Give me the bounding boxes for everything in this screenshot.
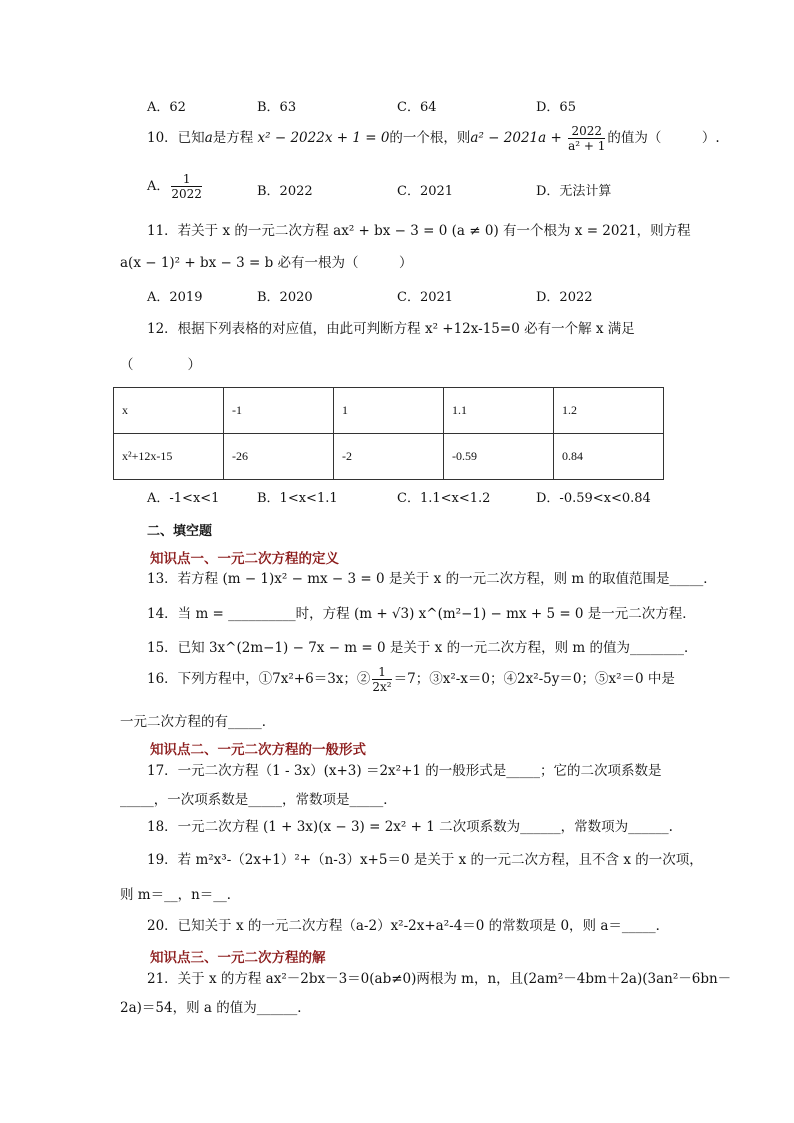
- table-cell: x: [114, 388, 224, 434]
- question-10: 10．已知a是方程 x² − 2022x + 1 = 0的一个根，则a² − 2021a + $\frac{2022}{\text{a² + 1}}$ 的值为（ ）.: [147, 124, 720, 153]
- question-14: 14．当 m = __________时，方程 (m + √3) x^(m²−1) − mx + 5 = 0 是一元二次方程．: [147, 606, 696, 622]
- question-12-line2: （ ）: [120, 357, 201, 373]
- question-20: 20．已知关于 x 的一元二次方程（a-2）x²-2x+a²-4＝0 的常数项是 0，则 a＝_____．: [147, 918, 670, 934]
- table-row: [114, 388, 664, 434]
- q9-option-a: A．62: [147, 100, 186, 115]
- q11-option-a: A．2019: [147, 290, 203, 305]
- question-17-line1: 17．一元二次方程（1 - 3x）(x+3) ＝2x²+1 的一般形式是_____；它的二次项系数是: [147, 763, 662, 779]
- q16-fraction: $\frac{1}{\text{2x²}}$: [372, 665, 392, 694]
- question-13: 13．若方程 (m − 1)x² − mx − 3 = 0 是关于 x 的一元二次方程，则 m 的取值范围是_____．: [147, 571, 717, 587]
- q11-option-d: D．2022: [536, 290, 593, 305]
- question-18: 18．一元二次方程 (1 + 3x)(x − 3) = 2x² + 1 二次项系数为______，常数项为______.: [147, 819, 673, 835]
- q10-option-a-fraction: $\frac{1}{2022}$: [171, 172, 202, 201]
- q10-fraction: $\frac{2022}{\text{a² + 1}}$: [568, 124, 606, 153]
- q12-option-b: B．1<x<1.1: [257, 491, 338, 506]
- section-title-fill-in: 二、填空题: [147, 524, 213, 539]
- q10-option-c: C．2021: [397, 184, 454, 199]
- question-16-line2: 一元二次方程的有_____．: [120, 714, 276, 730]
- q11-option-b: B．2020: [257, 290, 313, 305]
- table-cell: 1.2: [554, 388, 664, 434]
- q10-option-b: B．2022: [257, 184, 313, 199]
- table-cell: 0.84: [554, 434, 664, 480]
- table-cell: -0.59: [444, 434, 554, 480]
- question-11-line2: a(x − 1)² + bx − 3 = b 必有一根为（ ）: [120, 255, 413, 271]
- table-cell: -2: [334, 434, 444, 480]
- question-16-line1: 16．下列方程中，①7x²+6＝3x；② $\frac{1}{\text{2x²}}$ ＝7；③x²-x＝0；④2x²-5y＝0；⑤x²＝0 中是: [147, 665, 675, 694]
- q9-option-d: D．65: [536, 100, 576, 115]
- question-11-line1: 11．若关于 x 的一元二次方程 ax² + bx − 3 = 0 (a ≠ 0) 有一个根为 x = 2021，则方程: [147, 223, 691, 239]
- question-15: 15．已知 3x^(2m−1) − 7x − m = 0 是关于 x 的一元二次方程，则 m 的值为________．: [147, 640, 698, 656]
- value-table: [113, 387, 664, 480]
- q9-option-b: B．63: [257, 100, 297, 115]
- q11-option-c: C．2021: [397, 290, 454, 305]
- q12-option-c: C．1.1<x<1.2: [397, 491, 491, 506]
- knowledge-point-3: 知识点三、一元二次方程的解: [150, 950, 326, 966]
- question-12-line1: 12．根据下列表格的对应值，由此可判断方程 x² +12x-15=0 必有一个解 x 满足: [147, 321, 635, 337]
- question-19-line1: 19．若 m²x³-（2x+1）²+（n-3）x+5＝0 是关于 x 的一元二次方程，且不含 x 的一次项，: [147, 852, 703, 868]
- question-21-line1: 21．关于 x 的方程 ax²－2bx－3＝0(ab≠0)两根为 m，n，且(2am²－4bm＋2a)(3an²－6bn－: [147, 971, 732, 987]
- q10-option-d: D．无法计算: [536, 184, 612, 199]
- knowledge-point-1: 知识点一、一元二次方程的定义: [150, 551, 339, 567]
- table-cell: -26: [224, 434, 334, 480]
- question-17-line2: _____，一次项系数是_____，常数项是_____．: [120, 792, 397, 808]
- table-row: [114, 434, 664, 480]
- q9-option-c: C．64: [397, 100, 437, 115]
- question-19-line2: 则 m＝__，n＝__．: [120, 887, 241, 903]
- knowledge-point-2: 知识点二、一元二次方程的一般形式: [150, 742, 366, 758]
- table-cell: -1: [224, 388, 334, 434]
- q12-option-d: D．-0.59<x<0.84: [536, 491, 651, 506]
- q12-option-a: A．-1<x<1: [147, 491, 220, 506]
- question-21-line2: 2a)＝54，则 a 的值为______．: [120, 1000, 311, 1016]
- table-cell: 1: [334, 388, 444, 434]
- table-cell: 1.1: [444, 388, 554, 434]
- q10-option-a: A． $\frac{1}{2022}$: [147, 172, 202, 201]
- table-cell: x²+12x-15: [114, 434, 224, 480]
